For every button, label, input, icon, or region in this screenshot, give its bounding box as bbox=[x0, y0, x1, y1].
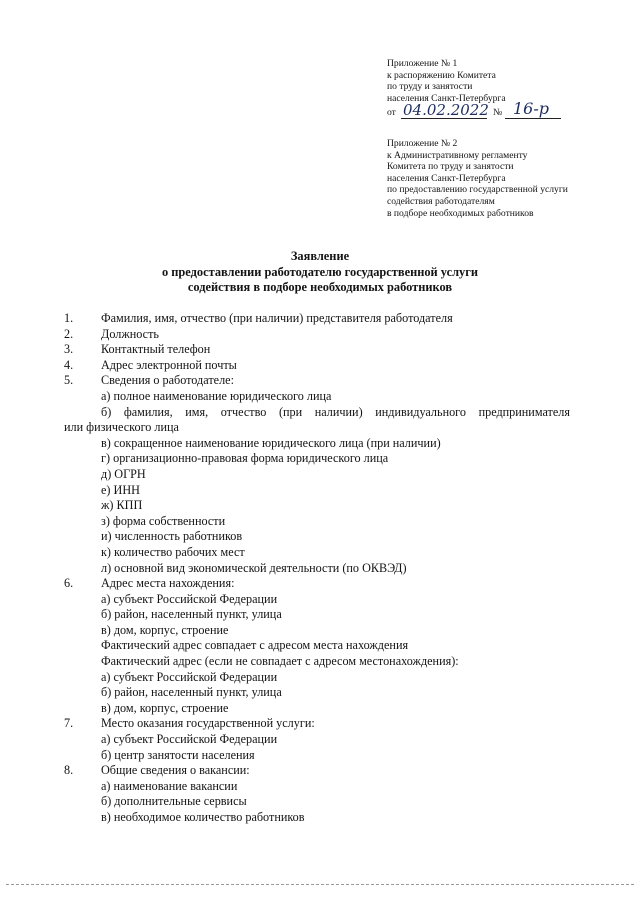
list-item bbox=[0, 576, 640, 592]
sub-item-text: к) количество рабочих мест bbox=[101, 544, 245, 559]
item-text: Фамилия, имя, отчество (при наличии) представителя работодателя bbox=[101, 311, 453, 325]
appendix-1-line: к распоряжению Комитета bbox=[387, 69, 496, 81]
sub-item-text: е) ИНН bbox=[101, 482, 140, 497]
sub-item-text: б) дополнительные сервисы bbox=[101, 794, 247, 809]
item-text: Общие сведения о вакансии: bbox=[101, 763, 250, 778]
list-item bbox=[0, 373, 640, 389]
sub-item bbox=[0, 529, 640, 545]
sub-item-text: з) форма собственности bbox=[101, 513, 226, 528]
sub-item bbox=[0, 732, 640, 748]
word: предпринимателя bbox=[478, 404, 570, 419]
application-fields-list bbox=[0, 311, 640, 826]
sub-item-text: или физического лица bbox=[64, 420, 179, 435]
sub-item bbox=[0, 405, 640, 421]
appendix-1-line: по труду и занятости bbox=[387, 81, 473, 93]
sub-item-text: в) необходимое количество работников bbox=[101, 810, 305, 824]
appendix-2-line: Приложение № 2 bbox=[387, 138, 458, 149]
sub-item bbox=[0, 561, 640, 577]
list-item bbox=[0, 763, 640, 779]
sub-item bbox=[0, 545, 640, 561]
document-title bbox=[0, 249, 640, 296]
sub-item-text: б) район, населенный пункт, улица bbox=[101, 607, 282, 622]
sub-item-text: и) численность работников bbox=[101, 529, 243, 544]
sub-item bbox=[0, 779, 640, 795]
title-line: о предоставлении работодателю государственной услуги bbox=[161, 264, 479, 279]
sub-item-text: в) дом, корпус, строение bbox=[101, 700, 229, 715]
item-number: 6. bbox=[64, 576, 74, 591]
sub-item-justified bbox=[101, 405, 570, 421]
list-item bbox=[0, 716, 640, 732]
item-number: 3. bbox=[64, 342, 74, 357]
sub-item bbox=[0, 607, 640, 623]
appendix-2-line: населения Санкт-Петербурга bbox=[387, 172, 506, 184]
order-date-number-line bbox=[387, 99, 627, 122]
handwritten-date: 04.02.2022 bbox=[403, 101, 489, 119]
page-bottom-divider bbox=[6, 884, 634, 885]
item-number: 8. bbox=[64, 763, 74, 778]
number-label: № bbox=[493, 107, 503, 118]
item-number: 7. bbox=[64, 716, 74, 731]
from-label: от bbox=[387, 107, 396, 118]
sub-item bbox=[0, 498, 640, 514]
list-item bbox=[0, 327, 640, 343]
sub-item-continuation bbox=[0, 420, 640, 436]
item-text: Контактный телефон bbox=[101, 342, 211, 357]
sub-item bbox=[0, 670, 640, 686]
appendix-1-line: Приложение № 1 bbox=[387, 58, 458, 69]
sub-item bbox=[0, 592, 640, 608]
item-text: Сведения о работодателе: bbox=[101, 373, 234, 388]
item-text: Должность bbox=[101, 326, 159, 341]
sub-item-text: в) сокращенное наименование юридического лица (при наличии) bbox=[101, 435, 441, 450]
appendix-2-block bbox=[387, 138, 627, 219]
number-underline bbox=[505, 118, 561, 119]
sub-item-text: б) район, населенный пункт, улица bbox=[101, 685, 282, 700]
item-text: Адрес электронной почты bbox=[101, 357, 237, 372]
appendix-1-line: населения Санкт-Петербурга bbox=[387, 92, 506, 104]
appendix-2-line: Комитета по труду и занятости bbox=[387, 161, 514, 173]
list-item bbox=[0, 311, 640, 327]
sub-item bbox=[0, 451, 640, 467]
word: фамилия, bbox=[123, 404, 173, 419]
sub-item bbox=[0, 623, 640, 639]
appendix-2-line: содействия работодателям bbox=[387, 195, 495, 207]
sub-item-text: в) дом, корпус, строение bbox=[101, 622, 229, 637]
word: индивидуального bbox=[375, 404, 466, 419]
item-text: Адрес места нахождения: bbox=[101, 576, 235, 591]
sub-item-text: а) субъект Российской Федерации bbox=[101, 591, 278, 606]
sub-item-text: а) субъект Российской Федерации bbox=[101, 669, 278, 684]
appendix-2-line: по предоставлению государственной услуги bbox=[387, 184, 568, 196]
word: имя, bbox=[185, 404, 209, 419]
appendix-1-block bbox=[387, 58, 627, 119]
sub-item-text: а) полное наименование юридического лица bbox=[101, 388, 332, 403]
sub-item-text: а) наименование вакансии bbox=[101, 778, 238, 793]
sub-item-text: л) основной вид экономической деятельности (по ОКВЭД) bbox=[101, 560, 407, 575]
sub-item bbox=[0, 794, 640, 810]
sub-item-text: г) организационно-правовая форма юридического лица bbox=[101, 451, 389, 466]
sub-item-text: Фактический адрес совпадает с адресом места нахождения bbox=[101, 638, 409, 653]
word: наличии) bbox=[314, 404, 363, 419]
word: (при bbox=[278, 404, 303, 419]
sub-item bbox=[0, 810, 640, 826]
sub-item bbox=[0, 701, 640, 717]
sub-item-text: а) субъект Российской Федерации bbox=[101, 732, 278, 747]
word: б) bbox=[101, 404, 112, 419]
sub-item bbox=[0, 436, 640, 452]
sub-item bbox=[0, 389, 640, 405]
item-number: 1. bbox=[64, 311, 74, 325]
sub-item bbox=[0, 514, 640, 530]
sub-item-text: д) ОГРН bbox=[101, 466, 146, 481]
sub-item bbox=[0, 685, 640, 701]
sub-item bbox=[0, 748, 640, 764]
item-number: 5. bbox=[64, 373, 74, 388]
list-item bbox=[0, 358, 640, 374]
appendix-2-line: в подборе необходимых работников bbox=[387, 207, 534, 219]
list-item bbox=[0, 342, 640, 358]
appendix-2-line: к Административному регламенту bbox=[387, 149, 528, 161]
item-number: 4. bbox=[64, 357, 74, 372]
word: отчество bbox=[220, 404, 267, 419]
sub-item-text: Фактический адрес (если не совпадает с адресом местонахождения): bbox=[101, 654, 459, 669]
sub-item bbox=[0, 483, 640, 499]
title-line: содействия в подборе необходимых работников bbox=[187, 280, 453, 294]
title-line: Заявление bbox=[290, 249, 350, 263]
item-text: Место оказания государственной услуги: bbox=[101, 716, 315, 731]
handwritten-number: 16-р bbox=[513, 99, 550, 118]
sub-item-text: б) центр занятости населения bbox=[101, 747, 255, 762]
item-number: 2. bbox=[64, 326, 74, 341]
sub-item bbox=[0, 638, 640, 654]
sub-item bbox=[0, 467, 640, 483]
sub-item bbox=[0, 654, 640, 670]
sub-item-text: ж) КПП bbox=[101, 498, 143, 513]
